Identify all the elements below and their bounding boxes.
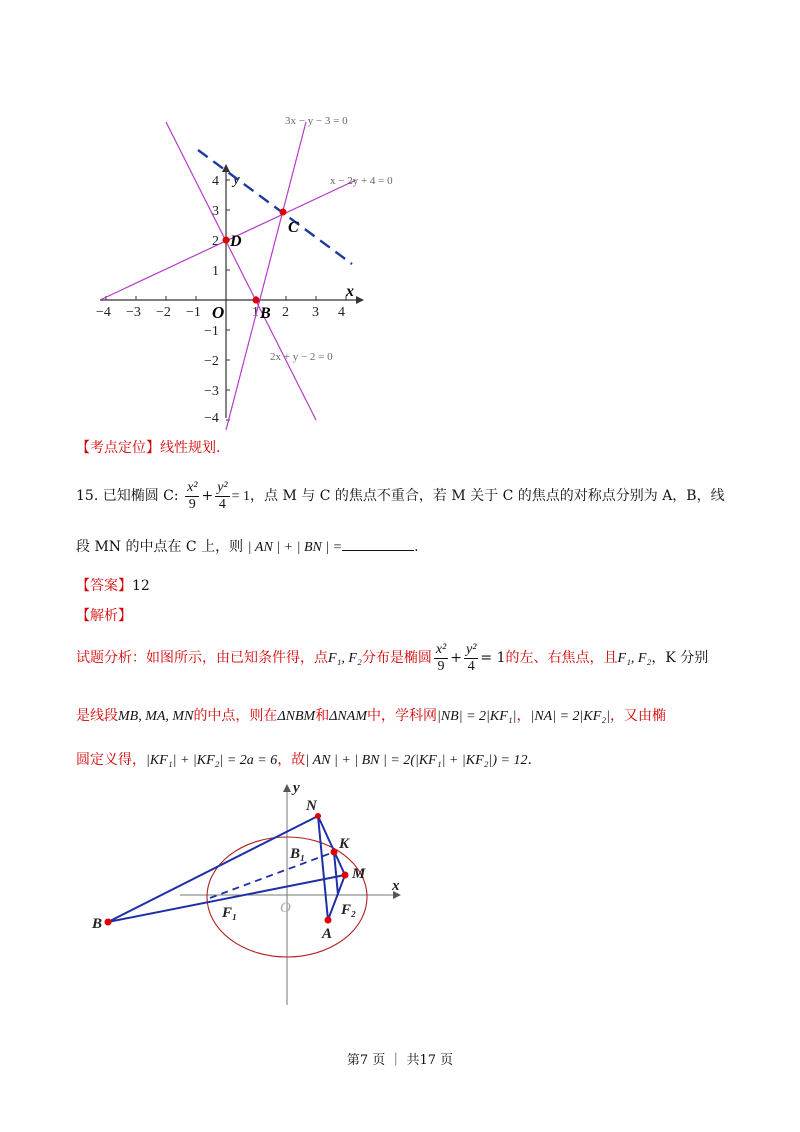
question-15-line1 [76, 478, 725, 515]
segment-na [318, 816, 328, 920]
label-a: A [322, 926, 333, 942]
fraction: $\frac{\text{y²}}{4}$ [466, 641, 477, 674]
point-b-label: B [260, 305, 271, 322]
analysis-line1 [76, 640, 708, 677]
analysis-text: 圆定义得， [76, 752, 146, 768]
point-c-label: C [288, 219, 299, 236]
point-m [342, 872, 349, 879]
question-line2: 段 MN 的中点在 C 上，则 [76, 539, 244, 555]
equation: | AN | + | BN | = 2(|KF₁| + |KF₂|) = 12 [305, 753, 528, 768]
point-c [280, 209, 287, 216]
point-b [105, 919, 112, 926]
equation: |KF₁| + |KF₂| = 2a = 6 [146, 753, 278, 768]
x-tick: 2 [282, 305, 289, 320]
linear-programming-graph [90, 100, 400, 430]
x-tick: −1 [186, 305, 201, 320]
page-footer: 第7 页 ｜ 共17 页 [346, 1053, 454, 1068]
equation: |NB| = 2|KF₁| [437, 709, 517, 724]
objective-dashed-line [198, 150, 352, 264]
x-axis-label: x [392, 878, 400, 894]
x-tick: −2 [156, 305, 171, 320]
plus-sign: + [201, 488, 214, 504]
answer-line [76, 576, 150, 596]
line-label: 3x − y − 3 = 0 [285, 115, 348, 127]
fraction: $\frac{\text{x²}}{9}$ [435, 641, 447, 674]
y-tick: −2 [204, 354, 219, 369]
equals-one: = 1 [231, 489, 251, 504]
analysis-text: 的中点，则在 [193, 708, 278, 724]
analysis-text: 中，学科网 [367, 708, 437, 724]
segment-f1k-dashed [210, 852, 334, 898]
y-axis-label: y [293, 780, 300, 796]
y-axis-arrow [283, 784, 291, 792]
plus-sign: + [450, 650, 462, 666]
question-expression: | AN | + | BN | = [247, 540, 343, 555]
kaodian-line [76, 438, 220, 458]
x-tick: 1 [252, 305, 259, 320]
analysis-label: 【解析】 [76, 608, 132, 624]
label-f1: F₁ [222, 905, 238, 921]
y-tick: 3 [212, 204, 219, 219]
line-label: 2x + y − 2 = 0 [270, 351, 333, 363]
y-tick: 1 [212, 264, 219, 279]
x-tick: 3 [312, 305, 319, 320]
x-tick: −3 [126, 305, 141, 320]
analysis-text: 和 [315, 708, 330, 724]
answer-blank [342, 536, 414, 551]
kaodian-bracket: 【考点定位】 [76, 440, 160, 456]
triangle-nam: ΔNAM [329, 709, 367, 724]
label-n: N [306, 798, 317, 814]
analysis-text: ，K 分别 [651, 650, 709, 666]
y-axis-label: y [233, 172, 240, 188]
kaodian-text: 线性规划. [160, 440, 221, 456]
y-tick: 4 [212, 174, 219, 189]
line-label: x − 2y + 4 = 0 [330, 175, 393, 187]
foci-symbols: F₁, F₂ [617, 651, 652, 666]
x-axis-arrow [356, 296, 364, 304]
analysis-text: ，故 [277, 752, 306, 768]
question-prefix: 已知椭圆 C: [102, 488, 179, 504]
analysis-line2 [76, 706, 666, 727]
point-d-label: D [230, 233, 242, 250]
foci-symbols: F₁, F₂ [328, 651, 362, 666]
period: . [414, 539, 419, 555]
analysis-text: ， [516, 708, 531, 724]
analysis-text: 试题分析：如图所示，由已知条件得，点 [76, 650, 328, 666]
equals-one: = 1 [480, 650, 506, 666]
analysis-line3 [76, 750, 532, 771]
triangle-nbm: ΔNBM [277, 709, 316, 724]
fraction: $\frac{\text{x²}}{9}$ [187, 479, 198, 512]
x-tick: 4 [338, 305, 345, 320]
y-tick: 2 [212, 234, 219, 249]
analysis-text: ，又由椭 [610, 708, 666, 724]
label-m: M [352, 866, 366, 882]
answer-value: 12 [132, 578, 150, 594]
x-tick: −4 [96, 305, 111, 320]
analysis-text: 的左、右焦点，且 [505, 650, 618, 666]
origin-label: O [212, 303, 225, 322]
equation: |NA| = 2|KF₂| [530, 709, 610, 724]
y-tick: −1 [204, 324, 219, 339]
x-axis-label: x [346, 283, 354, 300]
y-tick: −3 [204, 384, 219, 399]
line-3x-y-3 [226, 122, 306, 430]
label-b1: B₁ [290, 846, 306, 862]
y-tick: −4 [204, 411, 219, 426]
segments: MB, MA, MN [118, 709, 194, 724]
answer-bracket: 【答案】 [76, 578, 132, 594]
label-k: K [339, 836, 350, 852]
analysis-text: 是线段 [76, 708, 118, 724]
point-k [331, 849, 338, 856]
point-d [223, 237, 230, 244]
label-o: O [280, 900, 291, 916]
ellipse-graph [90, 780, 420, 1010]
question-number: 15. [76, 488, 99, 504]
analysis-text: 分布是椭圆 [361, 650, 432, 666]
label-b: B [92, 916, 103, 932]
label-f2: F₂ [341, 902, 357, 918]
period: . [527, 752, 532, 768]
question-rest: ，点 M 与 C 的焦点不重合，若 M 关于 C 的焦点的对称点分别为 A，B，线 [250, 488, 725, 504]
fraction: $\frac{\text{y²}}{4}$ [217, 479, 228, 512]
question-15-line2 [76, 536, 419, 558]
point-b [253, 297, 260, 304]
point-a [325, 917, 332, 924]
line-2x+y-2 [166, 122, 316, 420]
